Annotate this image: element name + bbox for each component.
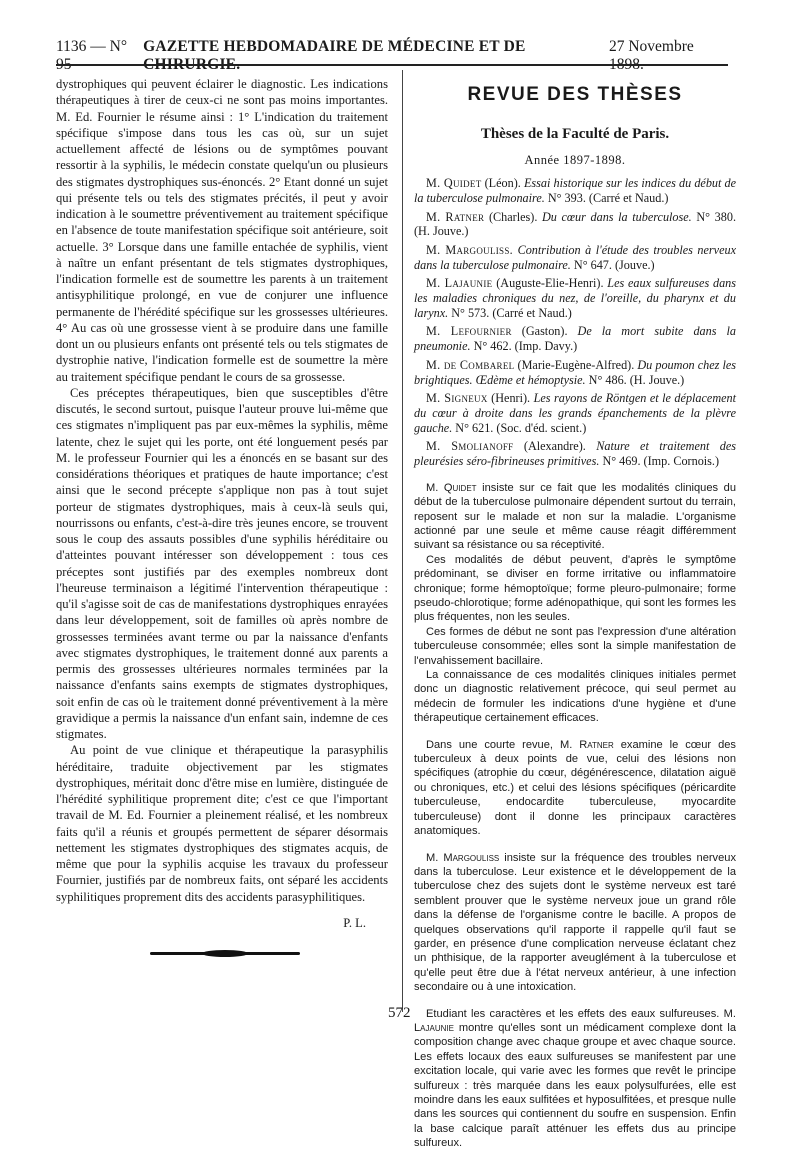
left-paragraph: Au point de vue clinique et thérapeutique la parasyphilis héréditaire, traduite objectivement par les stigmates dystrophiques, méritait donc d'être mise en lumière, distinguée de l'hérédité syphilitique proprement dite; c'est ce que l'important travail de M. Ed. Fournier a pleinement réalisé, et les nombreux faits qu'il a réunis et groupés permettent de séparer désormais nettement les stigmates dystrophiques des stigmates acquis, de même que pour la syphilis acquise les travaux du professeur Fournier, justifiés par de nombreux faits, ont séparé les accidents syphilitiques proprement dits des accidents parasyphilitiques. (56, 743, 388, 904)
thesis-title: Les eaux sulfureuses dans les maladies chroniques du nez, de l'oreille, du pharynx et du larynx. (414, 276, 737, 320)
summary-lajaunie (414, 1007, 736, 1151)
section-title: REVUE DES THÈSES (467, 84, 683, 105)
summary-author: M. Ratner (559, 738, 614, 751)
thesis-info: N° 393. (Carré et Naud.) (547, 190, 669, 205)
summary-paragraph (414, 481, 736, 553)
thesis-author: M. Smolianoff (426, 439, 514, 454)
header-rule (56, 64, 728, 66)
thesis-author: M. Lajaunie (426, 276, 493, 291)
running-header (56, 38, 728, 73)
thesis-info: N° 462. (Imp. Davy.) (473, 339, 578, 354)
thesis-given-name: (Alexandre). (523, 439, 586, 454)
thesis-entry (414, 439, 736, 468)
thesis-list (414, 176, 736, 469)
thesis-author: M. Ratner (426, 209, 485, 224)
summary-lead: Etudiant les caractères et les effets des eaux sulfureuses. (426, 1007, 720, 1020)
thesis-title: Les rayons de Röntgen et le déplacement du cœur à droite dans les grands épanchements de la plèvre gauche. (414, 391, 737, 435)
issue-number: 1136 — N° 95 (56, 38, 128, 73)
thesis-info: N° 380. (H. Jouve.) (414, 209, 736, 239)
summary-paragraph: Ces modalités de début peuvent, d'après le symptôme prédominant, se diviser en forme irritative ou inflammatoire chronique; forme hémoptoïque; forme pleuro-pulmonaire; forme pseudo-chlorotique; forme adénopathique, qui sont les formes les plus fréquentes, non les seules. (414, 553, 736, 624)
summary-text: insiste sur la fréquence des troubles nerveux dans la tuberculose. Leur existence et le développement de la tuberculose chez des sujets dont le système nerveux est taré semblent prouver que le système nerveux joue un grand rôle dans la défense de l'organisme contre le bacille. A propos de quelques observations qu'il rapporte il rappelle qu'il faut se garder, en présence d'une complication nerveuse éclatant chez un phthisique, de la rapporter aveuglément à la tuberculose et qu'elle peut être due à l'état nerveux antérieur, à une infection secondaire ou à une intoxication. (414, 851, 736, 994)
thesis-summaries (414, 481, 736, 1151)
thesis-title: De la mort subite dans la pneumonie. (414, 324, 736, 354)
thesis-info: N° 647. (Jouve.) (573, 257, 655, 272)
page-number: 572 (388, 1005, 411, 1021)
right-column (414, 84, 736, 1163)
thesis-entry (414, 358, 736, 387)
summary-paragraph (414, 1007, 736, 1151)
thesis-info: N° 469. (Imp. Cornois.) (602, 454, 720, 469)
summary-quidet (414, 481, 736, 726)
thesis-entry (414, 324, 736, 353)
thesis-given-name: (Léon). (484, 176, 521, 191)
thesis-info: N° 621. (Soc. d'éd. scient.) (455, 420, 587, 435)
subsection-title: Thèses de la Faculté de Paris. (480, 125, 670, 142)
thesis-author: M. Quidet (426, 176, 482, 191)
thesis-title: Du cœur dans la tuberculose. (542, 209, 692, 224)
summary-text: insiste sur ce fait que les modalités cliniques du début de la tuberculose pulmonaire dépendent surtout du terrain, reposent sur le malade et non sur la maladie. L'organisme actionné par une seule et même cause réagit différemment suivant sa résistance ou sa réceptivité. (414, 481, 736, 552)
thesis-given-name: (Auguste-Elie-Henri). (496, 276, 604, 291)
thesis-title: Essai historique sur les indices du début de la tuberculose pulmonaire. (414, 176, 737, 205)
thesis-author: M. Signeux (426, 391, 488, 406)
summary-text: examine le cœur des tuberculeux à deux points de vue, celui des lésions non spécifiques (atrophie du cœur, dégénérescence, dilatation aiguë ou chroniques, etc.) et celui des lésions spécifiques (péricardite tuberculeuse, endocardite tuberculeuse, myocardite tuberculeuse) dont il donne les principaux caractères anatomiques. (414, 738, 736, 838)
issue-date: 27 Novembre 1898. (608, 38, 694, 73)
summary-text: montre qu'elles sont un médicament complexe dont la composition change avec chaque groupe et avec chaque source. Les effets locaux des eaux sulfureuses se manifestent par une excitation locale, qui varie avec les formes que revêt le principe sulfureux : très marquée dans les eaux polysulfurées, elle est moindre dans les eaux sulfitées et hyposulfitées, et presque nulle dans les sources qui contiennent du soufre en suspension. Enfin la base calcique paraît atténuer les effets dus au principe sulfureux. (414, 1021, 736, 1150)
summary-author: M. Lajaunie (414, 1007, 736, 1034)
summary-margouliss (414, 851, 736, 995)
summary-paragraph (414, 851, 736, 995)
summary-author: M. Quidet (426, 481, 477, 494)
thesis-given-name: (Henri). (491, 391, 531, 406)
thesis-given-name: (Gaston). (521, 324, 568, 339)
thesis-entry (414, 210, 736, 239)
summary-lead: Dans une courte revue, (426, 738, 553, 751)
thesis-info: N° 573. (Carré et Naud.) (451, 305, 572, 320)
summary-author: M. Margouliss (426, 851, 500, 864)
column-divider (402, 70, 403, 1012)
left-paragraph: dystrophiques qui peuvent éclairer le diagnostic. Les indications thérapeutiques à tirer de ceux-ci ne sont pas moins importantes. M. Ed. Fournier le résume ainsi : 1° L'indication du traitement spécifique s'impose dans tous les cas où, sur un sujet actuellement affecté de lésions ou de symptômes pouvant ressortir à la syphilis, le médecin constate quelqu'un ou plusieurs des stigmates dystrophiques sus-énoncés. 2° Etant donné un sujet qui présente tels ou tels des stigmates précités, il peut y avoir indication à le soumettre préventivement au traitement spécifique en l'absence de toute manifestation spécifique soit antérieure, soit actuelle. 3° Lorsque dans une famille entachée de syphilis, vient à naître un enfant présentant de tels stigmates dystrophiques, l'indication formelle est de soumettre les parents à un traitement antisyphilitique prolongé, en vue de conjurer une influence permanente de l'hérédité spécifique sur les grossesses ultérieures. 4° Au cas où une grossesse vient à se produire dans une famille dont un ou plusieurs enfants ont présenté tels ou tels stigmates de dystrophie native, l'indication formelle est de soumettre la mère au traitement spécifique pendant le cours de sa grossesse. (56, 77, 388, 384)
thesis-entry (414, 391, 736, 435)
thesis-entry (414, 276, 736, 320)
thesis-author: M. Margouliss. (426, 242, 514, 257)
article-end-ornament (150, 952, 300, 955)
article-signature: P. L. (343, 915, 366, 930)
thesis-entry (414, 243, 736, 272)
thesis-given-name: (Charles). (488, 209, 538, 224)
left-column (56, 76, 388, 931)
thesis-given-name: (Marie-Eugène-Alfred). (517, 357, 635, 372)
summary-paragraph: Ces formes de début ne sont pas l'expression d'une altération tuberculeuse consommée; elles sont la simple manifestation de l'envahissement bacillaire. (414, 625, 736, 667)
summary-ratner (414, 738, 736, 839)
thesis-entry (414, 176, 736, 205)
thesis-title: Nature et traitement des pleurésies séro-fibrineuses primitives. (414, 439, 737, 469)
thesis-author: M. de Combarel (426, 357, 515, 372)
thesis-title: Du poumon chez les brightiques. Œdème et hémoptysie. (414, 357, 737, 387)
thesis-title: Contribution à l'étude des troubles nerveux dans la tuberculose pulmonaire. (414, 242, 736, 272)
summary-paragraph: La connaissance de ces modalités cliniques initiales permet donc un diagnostic relativement précoce, qui seul permet au médecin de formuler les indications d'une hygiène et d'une thérapeutique certainement efficaces. (414, 669, 736, 725)
academic-year: Année 1897-1898. (524, 153, 626, 168)
thesis-info: N° 486. (H. Jouve.) (588, 372, 685, 387)
thesis-author: M. Lefournier (426, 324, 512, 339)
left-paragraph: Ces préceptes thérapeutiques, bien que susceptibles d'être discutés, le second surtout, puisque l'auteur prouve lui-même que ces stigmates n'impliquent pas par eux-mêmes la syphilis, même latente, chez le sujet qui les porte, ont été longuement pesés par M. le professeur Fournier qui les a énoncés en se basant sur des considérations théoriques et pratiques de haute importance; c'est ainsi que le second précepte s'applique non pas à tout sujet porteur de stigmates dystrophiques, mais à ceux-là seuls qui, nourrissons ou enfants, c'est-à-dire très jeunes encore, se trouvent sous le coup des assauts possibles d'une syphilis héréditaire ou d'atteintes pouvant intéresser son développement : tous ces préceptes sont justifiés par des exemples nombreux dont l'heureuse terminaison a légitimé l'intervention thérapeutique : qu'il s'agisse soit de cas de manifestations dystrophiques enrayées dans leur développement, soit de familles où après nombre de grossesses terminées avant terme ou par la naissance d'enfants avec stigmates dystrophiques, le traitement donné aux parents a permis des grossesses ultérieures normales terminées par la naissance d'enfants sains exempts de stigmates dystrophiques, soit enfin de cas où le traitement donné préventivement à la mère gravidique a permis la naissance d'un enfant sain, indemne de ces stigmates. (56, 385, 388, 741)
journal-title: GAZETTE HEBDOMADAIRE DE MÉDECINE ET DE CHIRURGIE. (143, 38, 526, 73)
summary-paragraph (414, 738, 736, 839)
